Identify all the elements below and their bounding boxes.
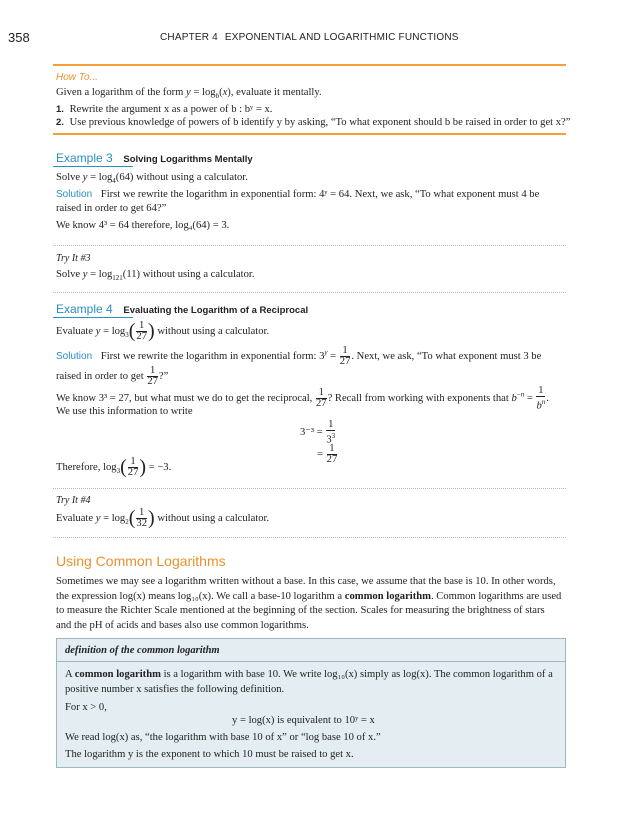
definition-title-rule <box>57 661 565 662</box>
definition-title: definition of the common logarithm <box>65 645 220 656</box>
example-3-solution: Solution First we rewrite the logarithm in exponential form: 4ʸ = 64. Next, we ask, “To what exponent must 4 be <box>56 189 540 200</box>
try-it-3-text: Solve $y = \log_{121}(11)$ without using a calculator. <box>56 269 255 283</box>
equation-line-1: 3⁻³ = $\frac{1}{3^3}$ <box>300 419 336 446</box>
definition-body: A common logarithm is a logarithm with base 10. We write log₁₀(x) simply as log(x). The common logarithm of a positive number x satisfies the following definition. <box>65 669 553 695</box>
example-4-problem: Evaluate $y = \log_3$( $\frac{1}{27}$ ) without using a calculator. <box>56 320 270 342</box>
solution-label: Solution <box>56 350 93 362</box>
definition-read: We read log(x) as, “the logarithm with base 10 of x” or “log base 10 of x.” <box>65 732 381 743</box>
example-3-label: Example 3 <box>56 151 113 165</box>
example-4-reciprocal: We know 3³ = 27, but what must we do to get the reciprocal, $\frac{1}{27}$ ? Recall from working with exponents that $b^{-n}$ = $\frac{1}{b^n}$ . <box>56 385 549 412</box>
try-it-4-label: Try It #4 <box>56 495 91 506</box>
divider <box>53 292 566 293</box>
definition-condition: For x > 0, <box>65 702 107 713</box>
divider <box>53 488 566 489</box>
example-4-title: Evaluating the Logarithm of a Reciprocal <box>123 305 309 316</box>
example-4-heading <box>56 302 308 316</box>
chapter-title: EXPONENTIAL AND LOGARITHMIC FUNCTIONS <box>224 32 459 43</box>
example-3-solution-cont: raised in order to get 64?” <box>56 203 167 214</box>
example-3-problem: Solve $y = \log_4(64)$ without using a calculator. <box>56 172 248 186</box>
example-3-conclusion: We know 4³ = 64 therefore, log₄(64) = 3. <box>56 220 230 231</box>
example-4-therefore: Therefore, $\log_3$( $\frac{1}{27}$ ) = −3. <box>56 456 172 478</box>
howto-top-rule <box>53 64 566 66</box>
howto-intro: Given a logarithm of the form $y = \log_b(x)$, evaluate it mentally. <box>56 87 322 101</box>
chapter-number: CHAPTER 4 <box>160 32 218 43</box>
example-3-title: Solving Logarithms Mentally <box>123 154 253 165</box>
howto-title: How To... <box>56 72 98 83</box>
howto-bottom-rule <box>53 133 566 135</box>
page-number: 358 <box>8 30 30 45</box>
definition-box <box>56 638 566 768</box>
divider <box>53 537 566 538</box>
section-title: Using Common Logarithms <box>56 553 226 569</box>
example-3-underline <box>53 166 133 167</box>
definition-exponent: The logarithm y is the exponent to which 10 must be raised to get x. <box>65 749 354 760</box>
example-4-solution-cont: raised in order to get $\frac{1}{27}$ ?” <box>56 365 169 387</box>
divider <box>53 245 566 246</box>
solution-label: Solution <box>56 189 93 200</box>
chapter-header <box>160 32 459 43</box>
example-3-heading <box>56 151 253 165</box>
example-4-solution: Solution First we rewrite the logarithm in exponential form: $3^y$ = $\frac{1}{27}$ . Next, we ask, “To what exponent must 3 be <box>56 345 542 367</box>
howto-step-2: 2. Use previous knowledge of powers of b identify y by asking, “To what exponent should b be raised in order to get x?” <box>56 117 571 128</box>
example-4-underline <box>53 317 133 318</box>
try-it-4-text: Evaluate $y = \log_2$( $\frac{1}{32}$ ) without using a calculator. <box>56 507 270 529</box>
equation-line-2: = $\frac{1}{27}$ <box>317 443 338 465</box>
example-4-use-info: We use this information to write <box>56 406 193 417</box>
try-it-3-label: Try It #3 <box>56 253 91 264</box>
howto-step-1: 1. Rewrite the argument x as a power of b : bʸ = x. <box>56 104 273 115</box>
section-paragraph: Sometimes we may see a logarithm written without a base. In this case, we assume that the base is 10. In other words, the expression log(x) means log₁₀(x). We call a base-10 logarithm a common logarithm. Common logarithms are used to measure the Richter Scale mentioned at the beginning of the section. Scales for measuring the brightness of stars and the pH of acids and bases also use common logarithms. <box>56 576 562 631</box>
example-4-label: Example 4 <box>56 302 113 316</box>
definition-equation: y = log(x) is equivalent to 10ʸ = x <box>232 715 375 726</box>
